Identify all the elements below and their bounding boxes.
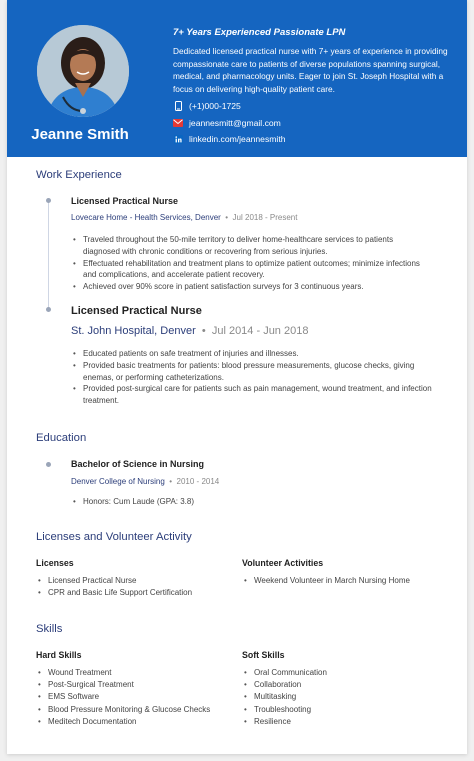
- soft-skill-item: • Troubleshooting: [242, 704, 442, 716]
- school: Denver College of Nursing: [71, 477, 165, 486]
- job-bullet: • Traveled throughout the 50-mile territory to deliver home-healthcare services to patients diagnosed with chronic conditions or recovering from serious injuries.: [71, 234, 431, 258]
- avatar-illustration: [37, 25, 129, 117]
- education-dates: 2010 - 2014: [176, 477, 220, 486]
- timeline-dot: [46, 307, 51, 312]
- phone-text[interactable]: (+1)000-1725: [189, 101, 241, 111]
- volunteer-subheading: Volunteer Activities: [242, 558, 324, 568]
- job-bullet: • Provided basic treatments for patients: blood pressure measurements, glucose checks, giving enemas, or performing catheterizations.: [71, 360, 441, 384]
- soft-skill-item: • Oral Communication: [242, 667, 442, 679]
- summary: Dedicated licensed practical nurse with 7+ years of experience in providing compassionate care to patients of diverse populations spanning surgical, medical, and pharmacology units. Eager to join St. Joseph Hospital with a focus on delivering high-quality patient care.: [173, 46, 448, 94]
- work-experience-heading: Work Experience: [36, 169, 122, 181]
- hard-skill-item: • Meditech Documentation: [36, 716, 236, 728]
- school-line: Denver College of Nursing • 2010 - 2014: [71, 477, 220, 486]
- licenses-list: [36, 575, 236, 599]
- soft-skill-item: • Resilience: [242, 716, 442, 728]
- education-heading: Education: [36, 432, 87, 444]
- timeline-line: [48, 200, 49, 311]
- job-bullet: • Achieved over 90% score in patient satisfaction surveys for 3 continuous years.: [71, 281, 431, 293]
- hard-skill-item: • EMS Software: [36, 691, 236, 703]
- contact-phone: [173, 101, 241, 111]
- timeline-dot: [46, 462, 51, 467]
- email-link[interactable]: jeannesmitt@gmail.com: [189, 118, 281, 128]
- skills-heading: Skills: [36, 623, 63, 635]
- volunteer-list: [242, 575, 452, 587]
- job-title: Licensed Practical Nurse: [71, 196, 179, 206]
- mail-icon: [173, 118, 183, 128]
- license-item: • Licensed Practical Nurse: [36, 575, 236, 587]
- hard-skills-list: [36, 667, 236, 728]
- job-employer-line: Lovecare Home - Health Services, Denver • Jul 2018 - Present: [71, 213, 298, 222]
- phone-icon: [173, 101, 183, 111]
- job-employer: Lovecare Home - Health Services, Denver: [71, 213, 221, 222]
- job-employer-line: St. John Hospital, Denver • Jul 2014 - Jun 2018: [71, 325, 309, 337]
- education-bullets: [71, 496, 431, 508]
- resume-page: [7, 0, 467, 754]
- soft-skills-list: [242, 667, 442, 728]
- linkedin-icon: [173, 134, 183, 144]
- profile-photo: [37, 25, 129, 117]
- volunteer-item: • Weekend Volunteer in March Nursing Home: [242, 575, 452, 587]
- licenses-subheading: Licenses: [36, 558, 74, 568]
- job-bullets: [71, 234, 431, 293]
- job-title: Licensed Practical Nurse: [71, 305, 202, 317]
- job-bullet: • Effectuated rehabilitation and treatment plans to optimize patient outcomes; minimize infections and complications, and accelerate patient recovery.: [71, 258, 431, 282]
- linkedin-link[interactable]: linkedin.com/jeannesmith: [189, 134, 286, 144]
- degree: Bachelor of Science in Nursing: [71, 459, 205, 469]
- hard-skills-subheading: Hard Skills: [36, 650, 82, 660]
- contact-linkedin: [173, 134, 286, 144]
- job-bullets: [71, 348, 441, 407]
- contact-email: [173, 118, 281, 128]
- job-bullet: • Educated patients on safe treatment of injuries and illnesses.: [71, 348, 441, 360]
- job-dates: Jul 2014 - Jun 2018: [211, 325, 309, 337]
- candidate-name: Jeanne Smith: [31, 126, 129, 143]
- job-bullet: • Provided post-surgical care for patients such as pain management, wound treatment, and infection treatment.: [71, 383, 441, 407]
- soft-skill-item: • Collaboration: [242, 679, 442, 691]
- headline: 7+ Years Experienced Passionate LPN: [173, 27, 346, 38]
- resume-header: [7, 0, 467, 157]
- hard-skill-item: • Post-Surgical Treatment: [36, 679, 236, 691]
- timeline-dot: [46, 198, 51, 203]
- hard-skill-item: • Wound Treatment: [36, 667, 236, 679]
- job-employer: St. John Hospital, Denver: [71, 325, 196, 337]
- job-dates: Jul 2018 - Present: [232, 213, 298, 222]
- soft-skill-item: • Multitasking: [242, 691, 442, 703]
- soft-skills-subheading: Soft Skills: [242, 650, 285, 660]
- license-item: • CPR and Basic Life Support Certification: [36, 587, 236, 599]
- hard-skill-item: • Blood Pressure Monitoring & Glucose Checks: [36, 704, 236, 716]
- licenses-heading: Licenses and Volunteer Activity: [36, 531, 192, 543]
- education-bullet: • Honors: Cum Laude (GPA: 3.8): [71, 496, 431, 508]
